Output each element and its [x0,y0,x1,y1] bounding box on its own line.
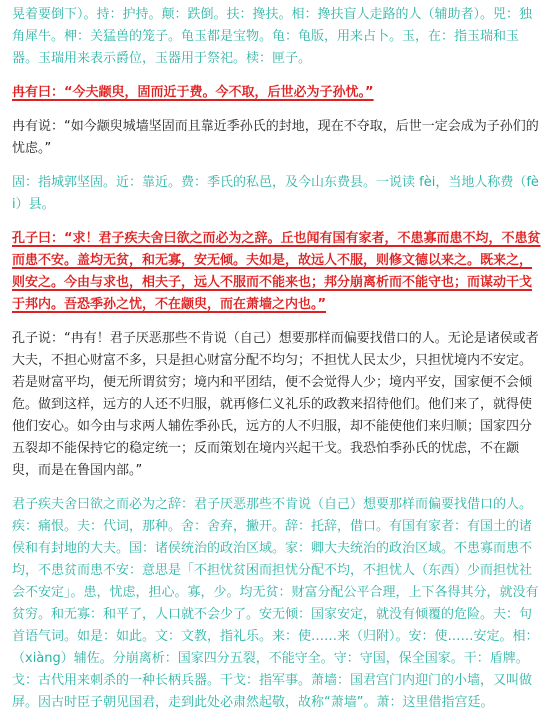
original-text-confucius [12,228,543,316]
translation-ran-you: 冉有说：“如今颛臾城墙坚固而且靠近季孙氏的封地，现在不夺取，后世一定会成为子孙们的忧虑。” [12,119,539,156]
ran-you-quote: 冉有曰：“今夫颛臾，固而近于费。今不取，后世必为子孙忧。” [12,85,374,100]
translation-confucius: 孔子说：“冉有！君子厌恶那些不肯说（自己）想要那样而偏要找借口的人。无论是诸侯或者大夫，不担心财富不多，只是担心财富分配不均匀；不担忧人民太少，只担忧境内不安定。若是财富平均，便无所谓贫穷；境内和平团结，便不会觉得人少；境内平安，国家便不会倾危。做到这样，远方的人还不归服，就再修仁义礼乐的政教来招待他们。他们来了，就得使他们安心。如今由与求两人辅佐季孙氏，远方的人不归服，却不能使他们来归顺；国家四分五裂却不能保持它的稳定统一；反而策划在境内兴起干戈。我恐怕季孙氏的忧虑，不在颛臾，而是在鲁国内部。” [12,331,539,478]
confucius-quote: 孔子曰：“求！君子疾夫舍曰欲之而必为之辞。丘也闻有国有家者，不患寡而患不均，不患贫而患不安。盖均无贫，和无寡，安无倾。夫如是，故远人不服，则修文德以来之。既来之，则安之。今由与求也，相夫子，远人不服而不能来也；邦分崩离析而不能守也；而谋动干戈于邦内。吾恐季孙之忧，不在颛臾，而在萧墙之内也。” [12,231,541,312]
annotation-paragraph-2: 固：指城郭坚固。近：靠近。费：季氏的私邑，及今山东费县。一说读 fèi，当地人称费（fèi）县。 [12,175,539,212]
annotation-paragraph-1: 晃着要倒下）。持：护持。颠：跌倒。扶：搀扶。相：搀扶盲人走路的人（辅助者）。兕：独角犀牛。柙：关猛兽的笼子。龟玉都是宝物。龟：龟版，用来占卜。玉，在：指玉瑞和玉器。玉瑞用来表示爵位，玉器用于祭祀。椟：匣子。 [12,7,533,66]
original-text-ran-you [12,82,543,104]
annotation-paragraph-3: 君子疾夫舍曰欲之而必为之辞：君子厌恶那些不肯说（自己）想要那样而偏要找借口的人。疾：痛恨。夫：代词，那种。舍：舍弃，撇开。辞：托辞，借口。有国有家者：有国土的诸侯和有封地的大夫。国：诸侯统治的政治区域。家：卿大夫统治的政治区域。不患寡而患不均，不患贫而患不安：意思是「不担忧贫困而担忧分配不均，不担忧人（东西）少而担忧社会不安定」。患，忧虑，担心。寡，少。均无贫：财富分配公平合理，上下各得其分，就没有贫穷。和无寡：和平了，人口就不会少了。安无倾：国家安定，就没有倾覆的危险。夫：句首语气词。如是：如此。文：文教，指礼乐。来：使……来（归附）。安：使……安定。相：（xiàng）辅佐。分崩离析：国家四分五裂，不能守全。守：守国，保全国家。干：盾牌。戈：古代用来刺杀的一种长柄兵器。干戈：指军事。萧墙：国君宫门内迎门的小墙，又叫做屏。因古时臣子朝见国君，走到此处必肃然起敬，故称“萧墙”。萧：这里借指宫廷。 [12,497,539,710]
